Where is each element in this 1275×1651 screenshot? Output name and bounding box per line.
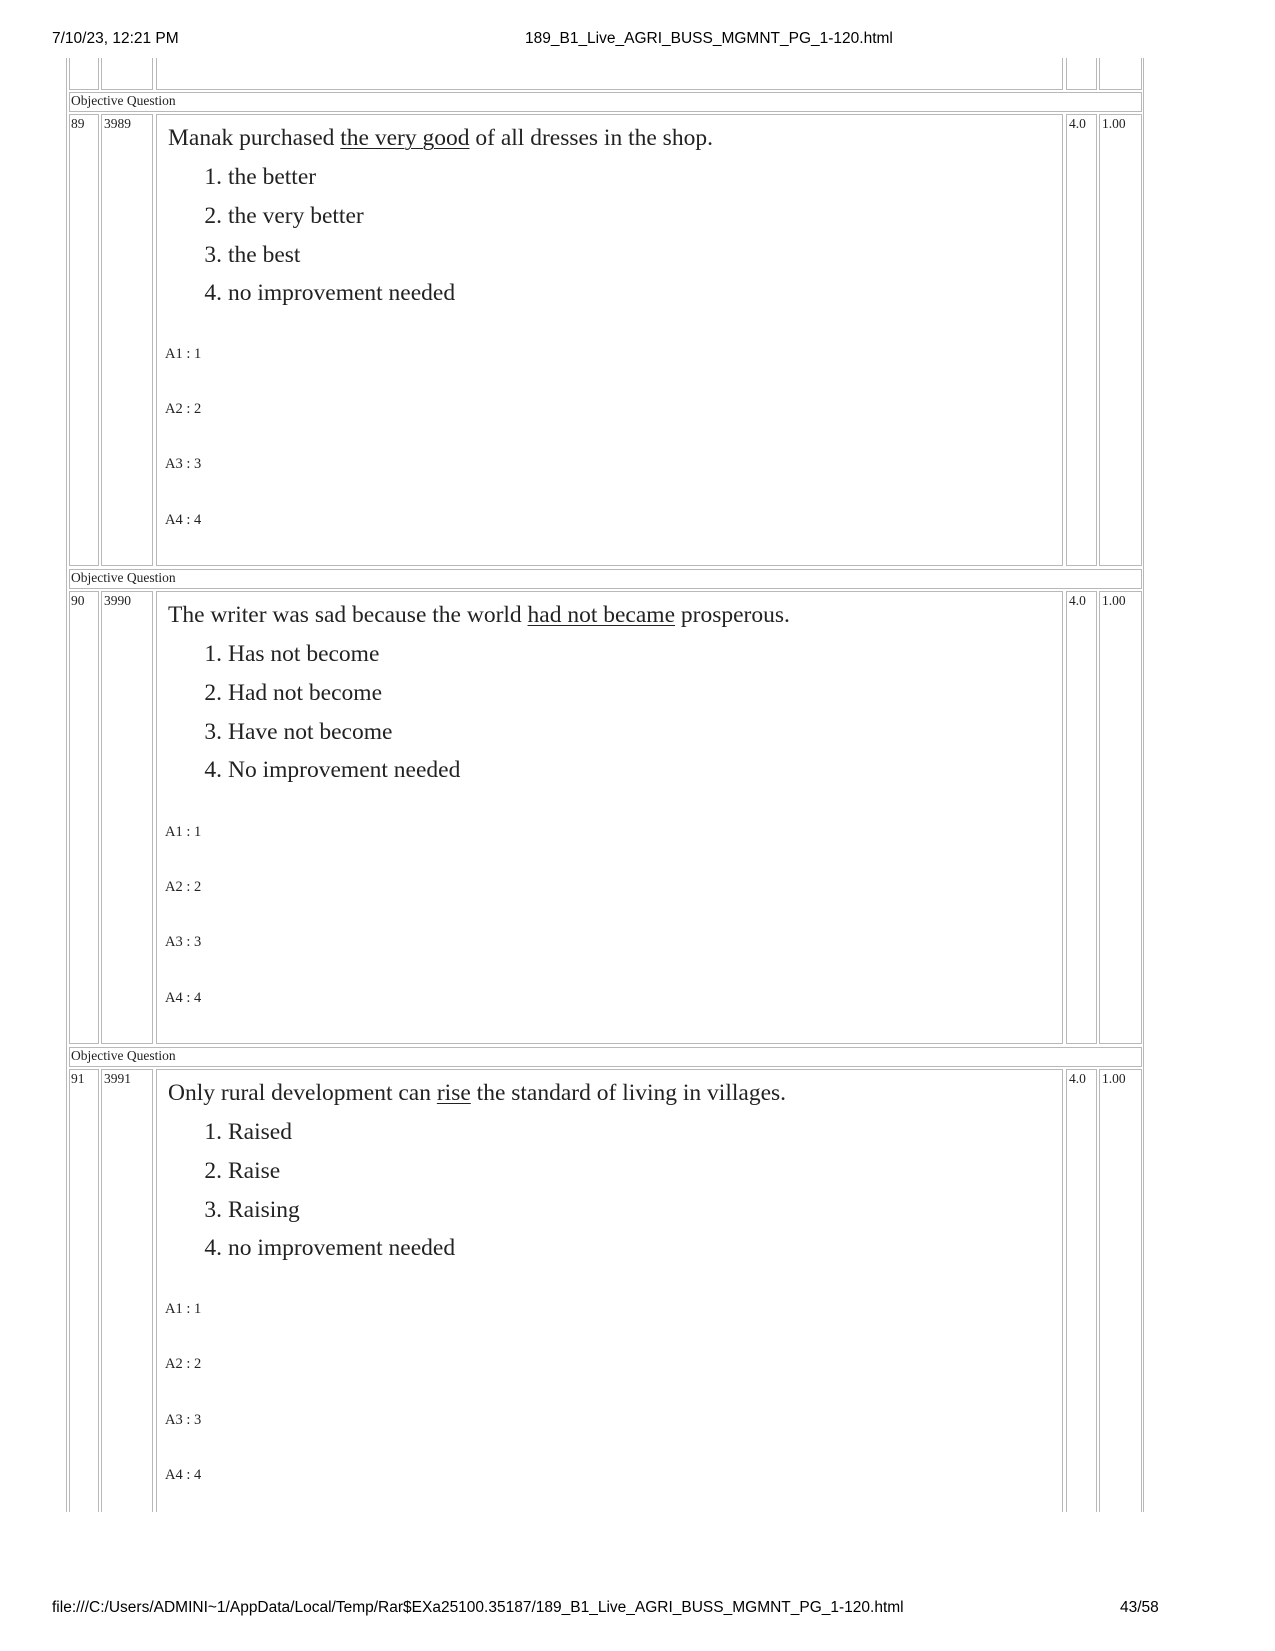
question-text-before: The writer was sad because the world xyxy=(168,602,528,628)
option-text: Had not become xyxy=(228,680,383,706)
cell-qid xyxy=(101,114,153,566)
answer-key-2: A2 : 2 xyxy=(165,401,202,417)
document-title: 189_B1_Live_AGRI_BUSS_MGMNT_PG_1-120.html xyxy=(525,30,893,47)
option-number: 4. xyxy=(204,280,222,306)
cell-qid xyxy=(101,591,153,1044)
page-number: 43/58 xyxy=(1120,1599,1159,1616)
option-text: Raise xyxy=(228,1158,281,1184)
cell-negative xyxy=(1099,591,1142,1044)
file-path: file:///C:/Users/ADMINI~1/AppData/Local/Temp/Rar$EXa25100.35187/189_B1_Live_AGRI_BUSS_MGMNT_PG_1-120.html xyxy=(52,1599,904,1616)
answer-key-3: A3 : 3 xyxy=(165,456,202,472)
question-negative-marks: 1.00 xyxy=(1102,1071,1126,1086)
option-number: 4. xyxy=(204,757,222,783)
option-number: 3. xyxy=(204,1197,222,1223)
question-marks: 4.0 xyxy=(1069,116,1086,131)
prev-cell-qid xyxy=(101,58,153,90)
question-marks: 4.0 xyxy=(1069,593,1086,608)
option-number: 2. xyxy=(204,680,222,706)
cell-question-content xyxy=(156,1069,1063,1512)
answer-key-2: A2 : 2 xyxy=(165,1356,202,1372)
cell-marks xyxy=(1066,591,1097,1044)
cell-negative xyxy=(1099,1069,1142,1512)
answer-key-1: A1 : 1 xyxy=(165,824,202,840)
answer-key-4: A4 : 4 xyxy=(165,512,202,528)
option-number: 2. xyxy=(204,203,222,229)
option-number: 1. xyxy=(204,641,222,667)
question-text-after: of all dresses in the shop. xyxy=(469,125,713,151)
prev-cell-negative xyxy=(1099,58,1142,90)
question-negative-marks: 1.00 xyxy=(1102,593,1126,608)
question-text-underlined: the very good xyxy=(340,125,470,151)
cell-marks xyxy=(1066,1069,1097,1512)
question-text xyxy=(168,602,790,629)
option-number: 4. xyxy=(204,1235,222,1261)
section-label-row xyxy=(69,1047,1142,1067)
option-number: 3. xyxy=(204,242,222,268)
question-id: 3991 xyxy=(104,1071,131,1086)
prev-cell-marks xyxy=(1066,58,1097,90)
cell-sno xyxy=(69,591,99,1044)
option-text: No improvement needed xyxy=(228,757,461,783)
question-id: 3990 xyxy=(104,593,131,608)
option-text: no improvement needed xyxy=(228,280,456,306)
answer-key-1: A1 : 1 xyxy=(165,1301,202,1317)
cell-sno xyxy=(69,1069,99,1512)
question-number: 91 xyxy=(71,1071,85,1086)
cell-negative xyxy=(1099,114,1142,566)
question-text-underlined: rise xyxy=(436,1080,471,1106)
option-text: the best xyxy=(228,242,301,268)
option-number: 3. xyxy=(204,719,222,745)
section-label: Objective Question xyxy=(71,570,176,585)
cell-qid xyxy=(101,1069,153,1512)
print-datetime: 7/10/23, 12:21 PM xyxy=(52,30,179,47)
answer-key-4: A4 : 4 xyxy=(165,1467,202,1483)
option-text: Have not become xyxy=(228,719,393,745)
question-text-before: Only rural development can xyxy=(168,1080,437,1106)
option-number: 1. xyxy=(204,164,222,190)
option-text: the very better xyxy=(228,203,364,229)
question-marks: 4.0 xyxy=(1069,1071,1086,1086)
option-text: Raising xyxy=(228,1197,300,1223)
option-text: Has not become xyxy=(228,641,380,667)
answer-key-2: A2 : 2 xyxy=(165,879,202,895)
answer-key-3: A3 : 3 xyxy=(165,934,202,950)
section-label-row xyxy=(69,569,1142,589)
option-text: the better xyxy=(228,164,317,190)
question-id: 3989 xyxy=(104,116,131,131)
answer-key-3: A3 : 3 xyxy=(165,1412,202,1428)
answer-key-1: A1 : 1 xyxy=(165,346,202,362)
section-label: Objective Question xyxy=(71,93,176,108)
question-text-after: prosperous. xyxy=(675,602,790,628)
question-text xyxy=(168,125,713,152)
option-number: 1. xyxy=(204,1119,222,1145)
question-text xyxy=(168,1080,786,1107)
cell-sno xyxy=(69,114,99,566)
question-number: 89 xyxy=(71,116,85,131)
option-text: no improvement needed xyxy=(228,1235,456,1261)
option-number: 2. xyxy=(204,1158,222,1184)
question-text-after: the standard of living in villages. xyxy=(470,1080,787,1106)
question-number: 90 xyxy=(71,593,85,608)
prev-cell-sno xyxy=(69,58,99,90)
cell-marks xyxy=(1066,114,1097,566)
section-label: Objective Question xyxy=(71,1048,176,1063)
question-text-underlined: had not became xyxy=(527,602,676,628)
option-text: Raised xyxy=(228,1119,292,1145)
answer-key-4: A4 : 4 xyxy=(165,990,202,1006)
question-text-before: Manak purchased xyxy=(168,125,341,151)
question-negative-marks: 1.00 xyxy=(1102,116,1126,131)
section-label-row xyxy=(69,92,1142,112)
prev-cell-content xyxy=(156,58,1063,90)
